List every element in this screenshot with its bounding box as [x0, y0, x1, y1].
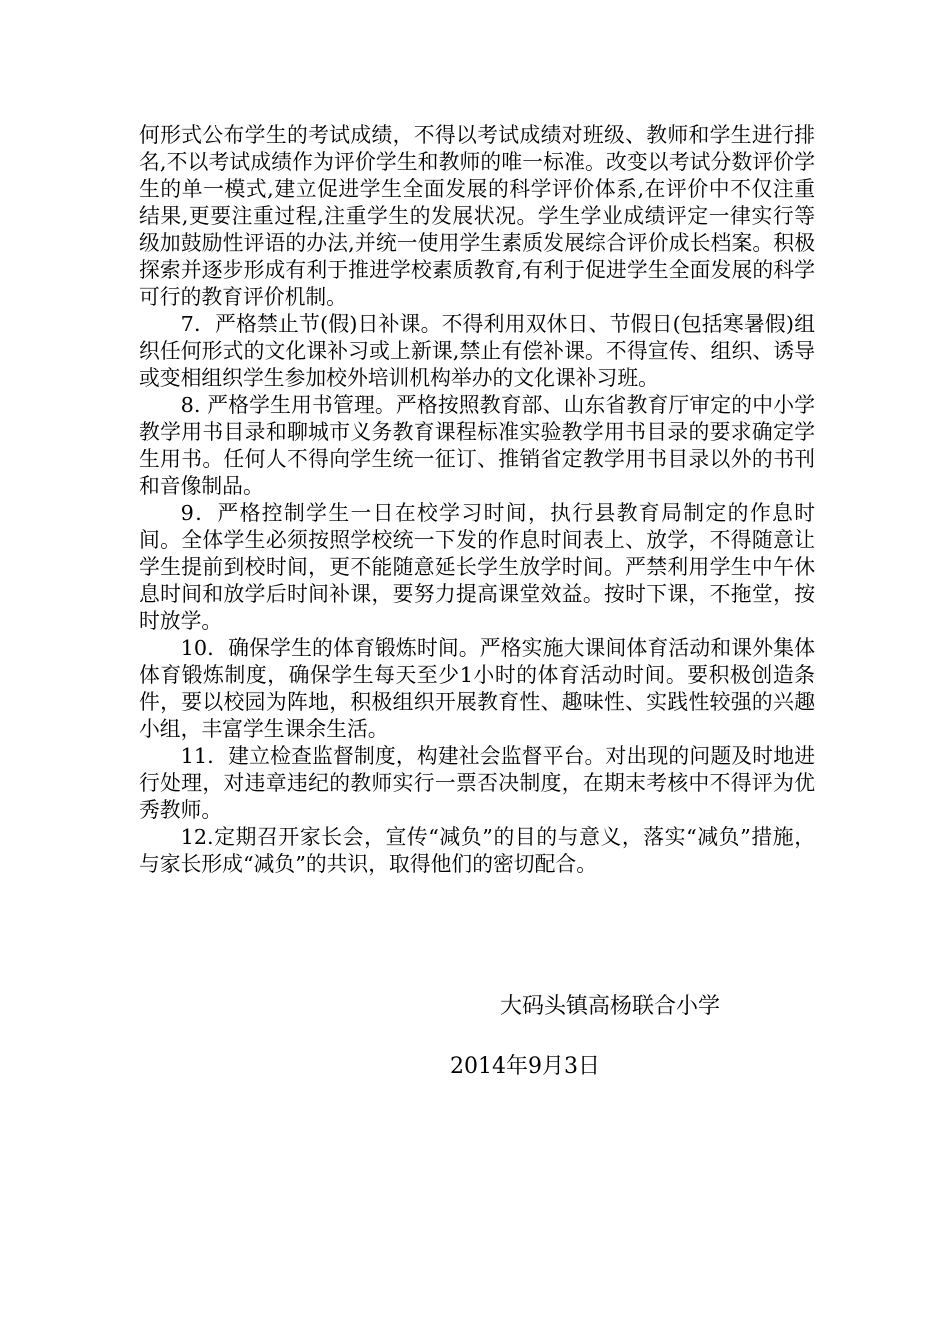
paragraph-item-7: 7．严格禁止节(假)日补课。不得利用双休日、节假日(包括寒暑假)组织任何形式的文化课补习或上新课,禁止有偿补课。不得宣传、组织、诱导或变相组织学生参加校外培训机构举办的文化课补习班。	[139, 312, 815, 390]
document-body	[139, 122, 815, 878]
signature-organization: 大码头镇高杨联合小学	[500, 994, 721, 1019]
paragraph-item-8: 8. 严格学生用书管理。严格按照教育部、山东省教育厅审定的中小学教学用书目录和聊城市义务教育课程标准实验教学用书目录的要求确定学生用书。任何人不得向学生统一征订、推销省定教学用书目录以外的书刊和音像制品。	[139, 393, 815, 498]
paragraph-item-11: 11．建立检查监督制度，构建社会监督平台。对出现的问题及时地进行处理，对违章违纪的教师实行一票否决制度，在期末考核中不得评为优秀教师。	[139, 744, 815, 822]
paragraph-item-9: 9．严格控制学生一日在校学习时间，执行县教育局制定的作息时间。全体学生必须按照学校统一下发的作息时间表上、放学，不得随意让学生提前到校时间，更不能随意延长学生放学时间。严禁利用学生中午休息时间和放学后时间补课，要努力提高课堂效益。按时下课，不拖堂，按时放学。	[139, 501, 815, 633]
paragraph-item-12: 12.定期召开家长会，宣传“减负”的目的与意义，落实“减负”措施，与家长形成“减负”的共识，取得他们的密切配合。	[139, 825, 815, 876]
signature-date: 2014年9月3日	[450, 1054, 600, 1079]
paragraph-evaluation: 何形式公布学生的考试成绩，不得以考试成绩对班级、教师和学生进行排名,不以考试成绩作为评价学生和教师的唯一标准。改变以考试分数评价学生的单一模式,建立促进学生全面发展的科学评价体系,在评价中不仅注重结果,更要注重过程,注重学生的发展状况。学生学业成绩评定一律实行等级加鼓励性评语的办法,并统一使用学生素质发展综合评价成长档案。积极探索并逐步形成有利于推进学校素质教育,有利于促进学生全面发展的科学可行的教育评价机制。	[139, 123, 815, 309]
paragraph-item-10: 10．确保学生的体育锻炼时间。严格实施大课间体育活动和课外集体体育锻炼制度，确保学生每天至少1小时的体育活动时间。要积极创造条件，要以校园为阵地，积极组织开展教育性、趣味性、实践性较强的兴趣小组，丰富学生课余生活。	[139, 636, 815, 741]
